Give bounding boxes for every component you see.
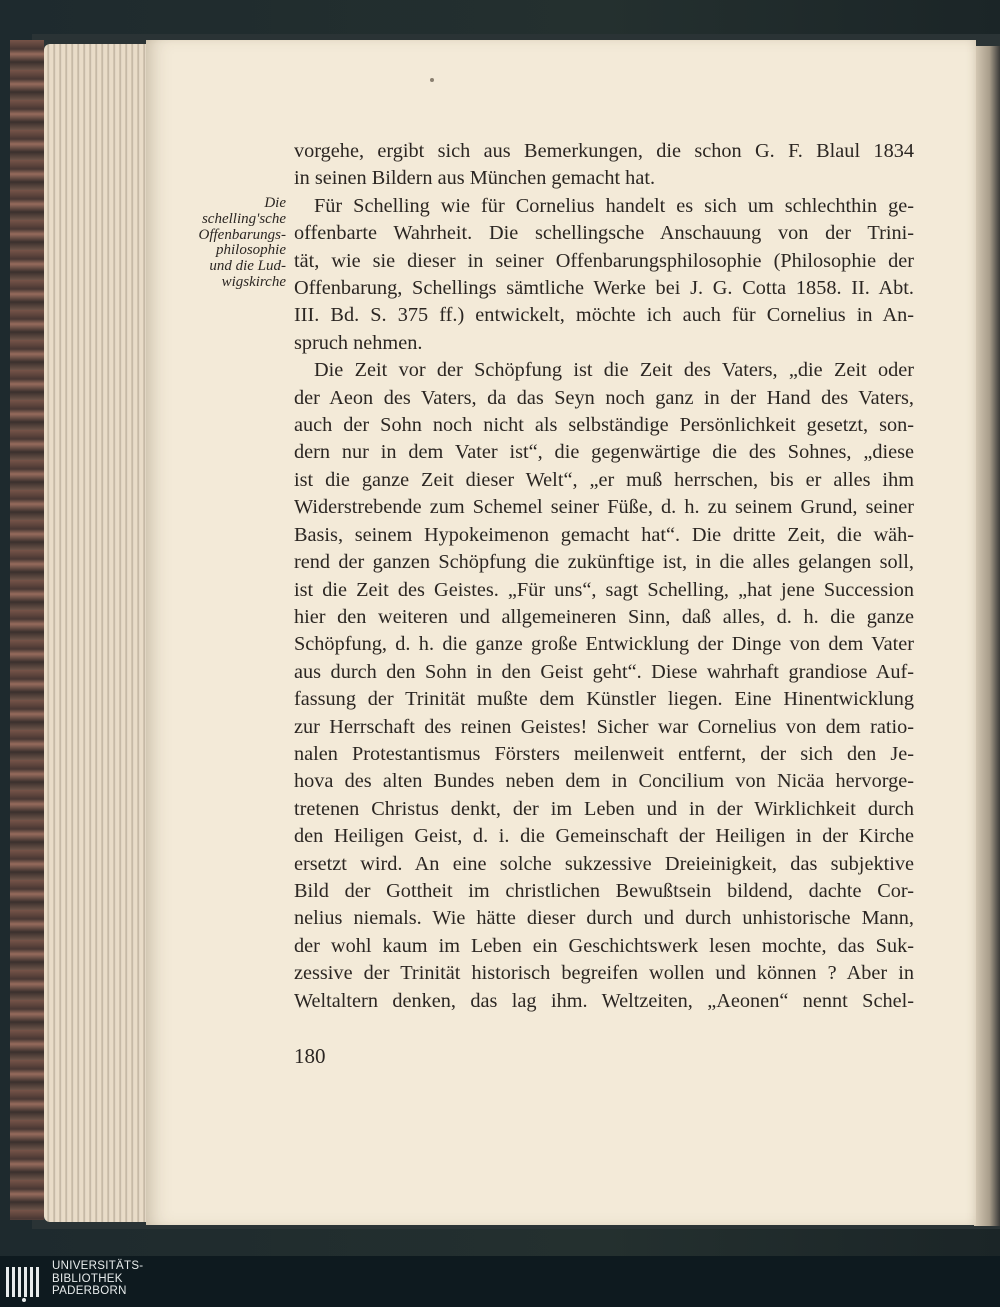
text-line: hova des alten Bundes neben dem in Concilium von Nicäa hervorge- — [294, 770, 914, 793]
text-line: Schöpfung, d. h. die ganze große Entwicklung der Dinge von dem Vater — [294, 633, 914, 656]
text-line: der wohl kaum im Leben ein Geschichtswerk lesen mochte, das Suk- — [294, 934, 914, 957]
marginal-note — [170, 196, 286, 291]
library-name-line: PADERBORN — [52, 1285, 127, 1298]
text-line: auch der Sohn noch nicht als selbständige Persönlichkeit gesetzt, son- — [294, 414, 914, 437]
text-line: der Aeon des Vaters, da das Seyn noch ganz in der Hand des Vaters, — [294, 386, 914, 409]
text-line: dern nur in dem Vater ist“, die gegenwärtige die des Sohnes, „diese — [294, 441, 914, 464]
page-speck — [430, 78, 434, 82]
page-edges — [44, 44, 148, 1222]
text-line: zur Herrschaft des reinen Geistes! Sicher war Cornelius von dem ratio- — [294, 715, 914, 738]
text-line: Die Zeit vor der Schöpfung ist die Zeit des Vaters, „die Zeit oder — [314, 359, 914, 382]
text-line: den Heiligen Geist, d. i. die Gemeinschaft der Heiligen in der Kirche — [294, 825, 914, 848]
text-line: Bild der Gottheit im christlichen Bewußtsein bildend, dachte Cor- — [294, 879, 914, 902]
text-line: offenbarte Wahrheit. Die schellingsche Anschauung von der Trini- — [294, 222, 914, 245]
text-line: rend der ganzen Schöpfung die zukünftige ist, in die alles gelangen soll, — [294, 551, 914, 574]
text-line: nalen Protestantismus Försters meilenweit entfernt, der sich den Je- — [294, 742, 914, 765]
text-line: tretenen Christus denkt, der im Leben und in der Wirklichkeit durch — [294, 797, 914, 820]
text-line: tät, wie sie dieser in seiner Offenbarungsphilosophie (Philosophie der — [294, 249, 914, 272]
marginal-note-line: Die — [264, 195, 286, 211]
text-line: ist die Zeit des Geistes. „Für uns“, sagt Schelling, „hat jene Succession — [294, 578, 914, 601]
text-line: nelius niemals. Wie hätte dieser durch und durch unhistorische Mann, — [294, 907, 914, 930]
marginal-note-line: schelling'sche — [201, 210, 286, 227]
text-line: Weltaltern denken, das lag ihm. Weltzeiten, „Aeonen“ nennt Schel- — [294, 989, 914, 1012]
text-line: ist die ganze Zeit dieser Welt“, „er muß herrschen, bis er alles ihm — [294, 468, 914, 491]
text-line: in seinen Bildern aus München gemacht hat. — [294, 167, 656, 190]
text-line: III. Bd. S. 375 ff.) entwickelt, möchte ich auch für Cornelius in An- — [294, 304, 914, 327]
body-text — [294, 138, 914, 1015]
text-line: zessive der Trinität historisch begreifen wollen und können ? Aber in — [294, 962, 914, 985]
text-line: hier den weiteren und allgemeineren Sinn, daß alles, d. h. die ganze — [294, 605, 914, 628]
text-line: vorgehe, ergibt sich aus Bemerkungen, die schon G. F. Blaul 1834 — [294, 140, 914, 162]
library-footer — [0, 1256, 1000, 1307]
marginal-note-line: philosophie — [216, 242, 286, 259]
marginal-note-line: und die Lud- — [209, 258, 286, 275]
text-line: Widerstrebende zum Schemel seiner Füße, d. h. zu seinem Grund, seiner — [294, 496, 914, 519]
page-number: 180 — [294, 1044, 326, 1068]
text-line: Basis, seinem Hypokeimenon gemacht hat“. Die dritte Zeit, die wäh- — [294, 523, 914, 546]
text-line: Offenbarung, Schellings sämtliche Werke bei J. G. Cotta 1858. II. Abt. — [294, 277, 914, 300]
library-name-line: UNIVERSITÄTS- — [52, 1260, 144, 1272]
marginal-note-line: wigskirche — [221, 273, 286, 290]
library-logo-icon — [4, 1261, 44, 1303]
text-line: spruch nehmen. — [294, 331, 423, 354]
text-line: ersetzt wird. An eine solche sukzessive Dreieinigkeit, das subjektive — [294, 852, 914, 875]
library-name-line: BIBLIOTHEK — [52, 1272, 123, 1285]
library-name — [52, 1260, 143, 1298]
text-line: aus durch den Sohn in den Geist geht“. Diese wahrhaft grandiose Auf- — [294, 660, 914, 683]
book-page — [146, 40, 976, 1225]
book-spine-marbled — [10, 40, 44, 1220]
text-line: fassung der Trinität mußte dem Künstler liegen. Eine Hinentwicklung — [294, 688, 914, 711]
right-page-edge — [974, 46, 1000, 1226]
marginal-note-line: Offenbarungs- — [198, 226, 286, 243]
text-line: Für Schelling wie für Cornelius handelt es sich um schlechthin ge- — [314, 194, 914, 217]
